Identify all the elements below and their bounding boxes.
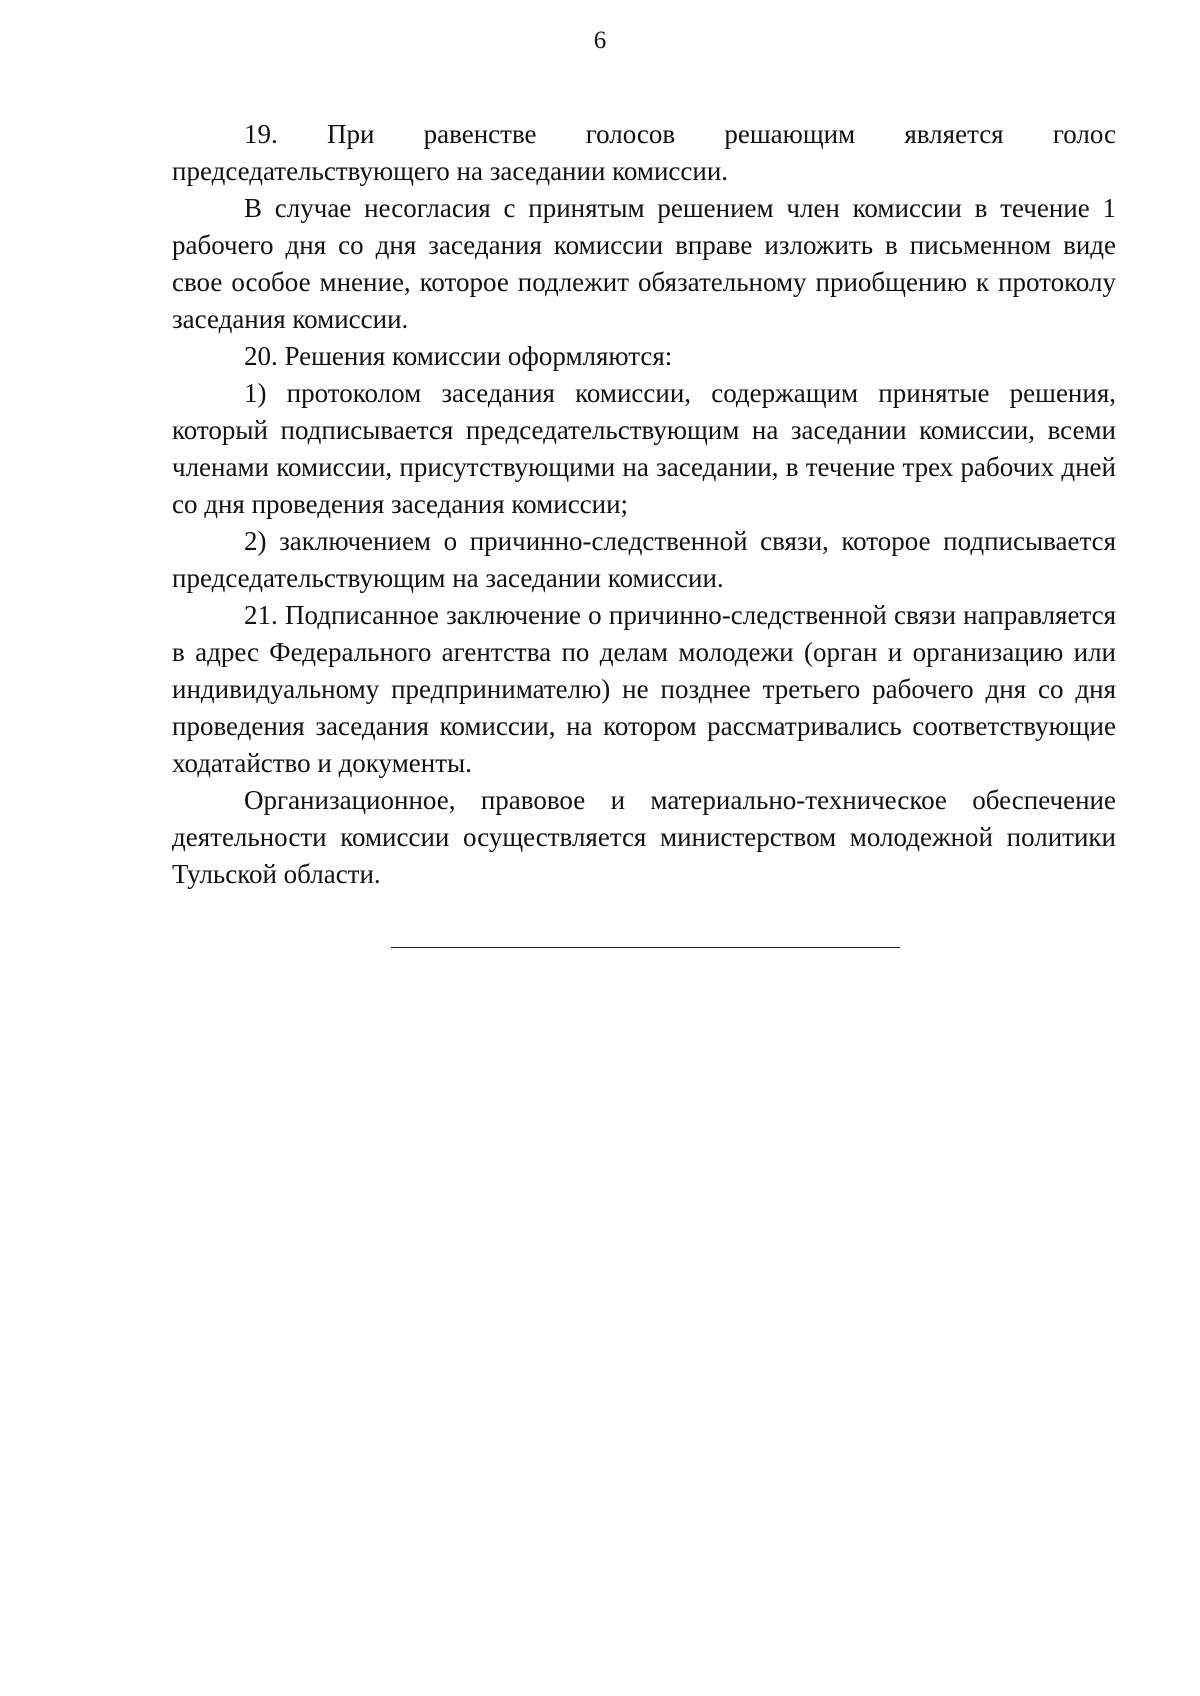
page-number: 6 <box>593 27 607 54</box>
end-separator-line <box>391 947 900 948</box>
paragraph-20-item-1: 1) протоколом заседания комиссии, содержащим принятые решения, который подписывается председательствующим на заседании комиссии, всеми членами комиссии, присутствующими на заседании, в течение трех рабочих дней со дня проведения заседания комиссии; <box>172 378 1116 519</box>
document-body <box>172 116 1116 893</box>
paragraph-20: 20. Решения комиссии оформляются: <box>244 341 673 371</box>
paragraph-21: 21. Подписанное заключение о причинно-следственной связи направляется в адрес Федерального агентства по делам молодежи (орган и организацию или индивидуальному предпринимателю) не позднее третьего рабочего дня со дня проведения заседания комиссии, на котором рассматривались соответствующие ходатайство и документы. <box>172 600 1116 778</box>
paragraph-dissent: В случае несогласия с принятым решением член комиссии в течение 1 рабочего дня со дня заседания комиссии вправе изложить в письменном виде свое особое мнение, которое подлежит обязательному приобщению к протоколу заседания комиссии. <box>172 193 1116 334</box>
paragraph-20-item-2: 2) заключением о причинно-следственной связи, которое подписывается председательствующим на заседании комиссии. <box>172 526 1116 593</box>
paragraph-support: Организационное, правовое и материально-техническое обеспечение деятельности комиссии осуществляется министерством молодежной политики Тульской области. <box>172 785 1116 889</box>
paragraph-19: 19. При равенстве голосов решающим является голос председательствующего на заседании комиссии. <box>172 119 1116 186</box>
